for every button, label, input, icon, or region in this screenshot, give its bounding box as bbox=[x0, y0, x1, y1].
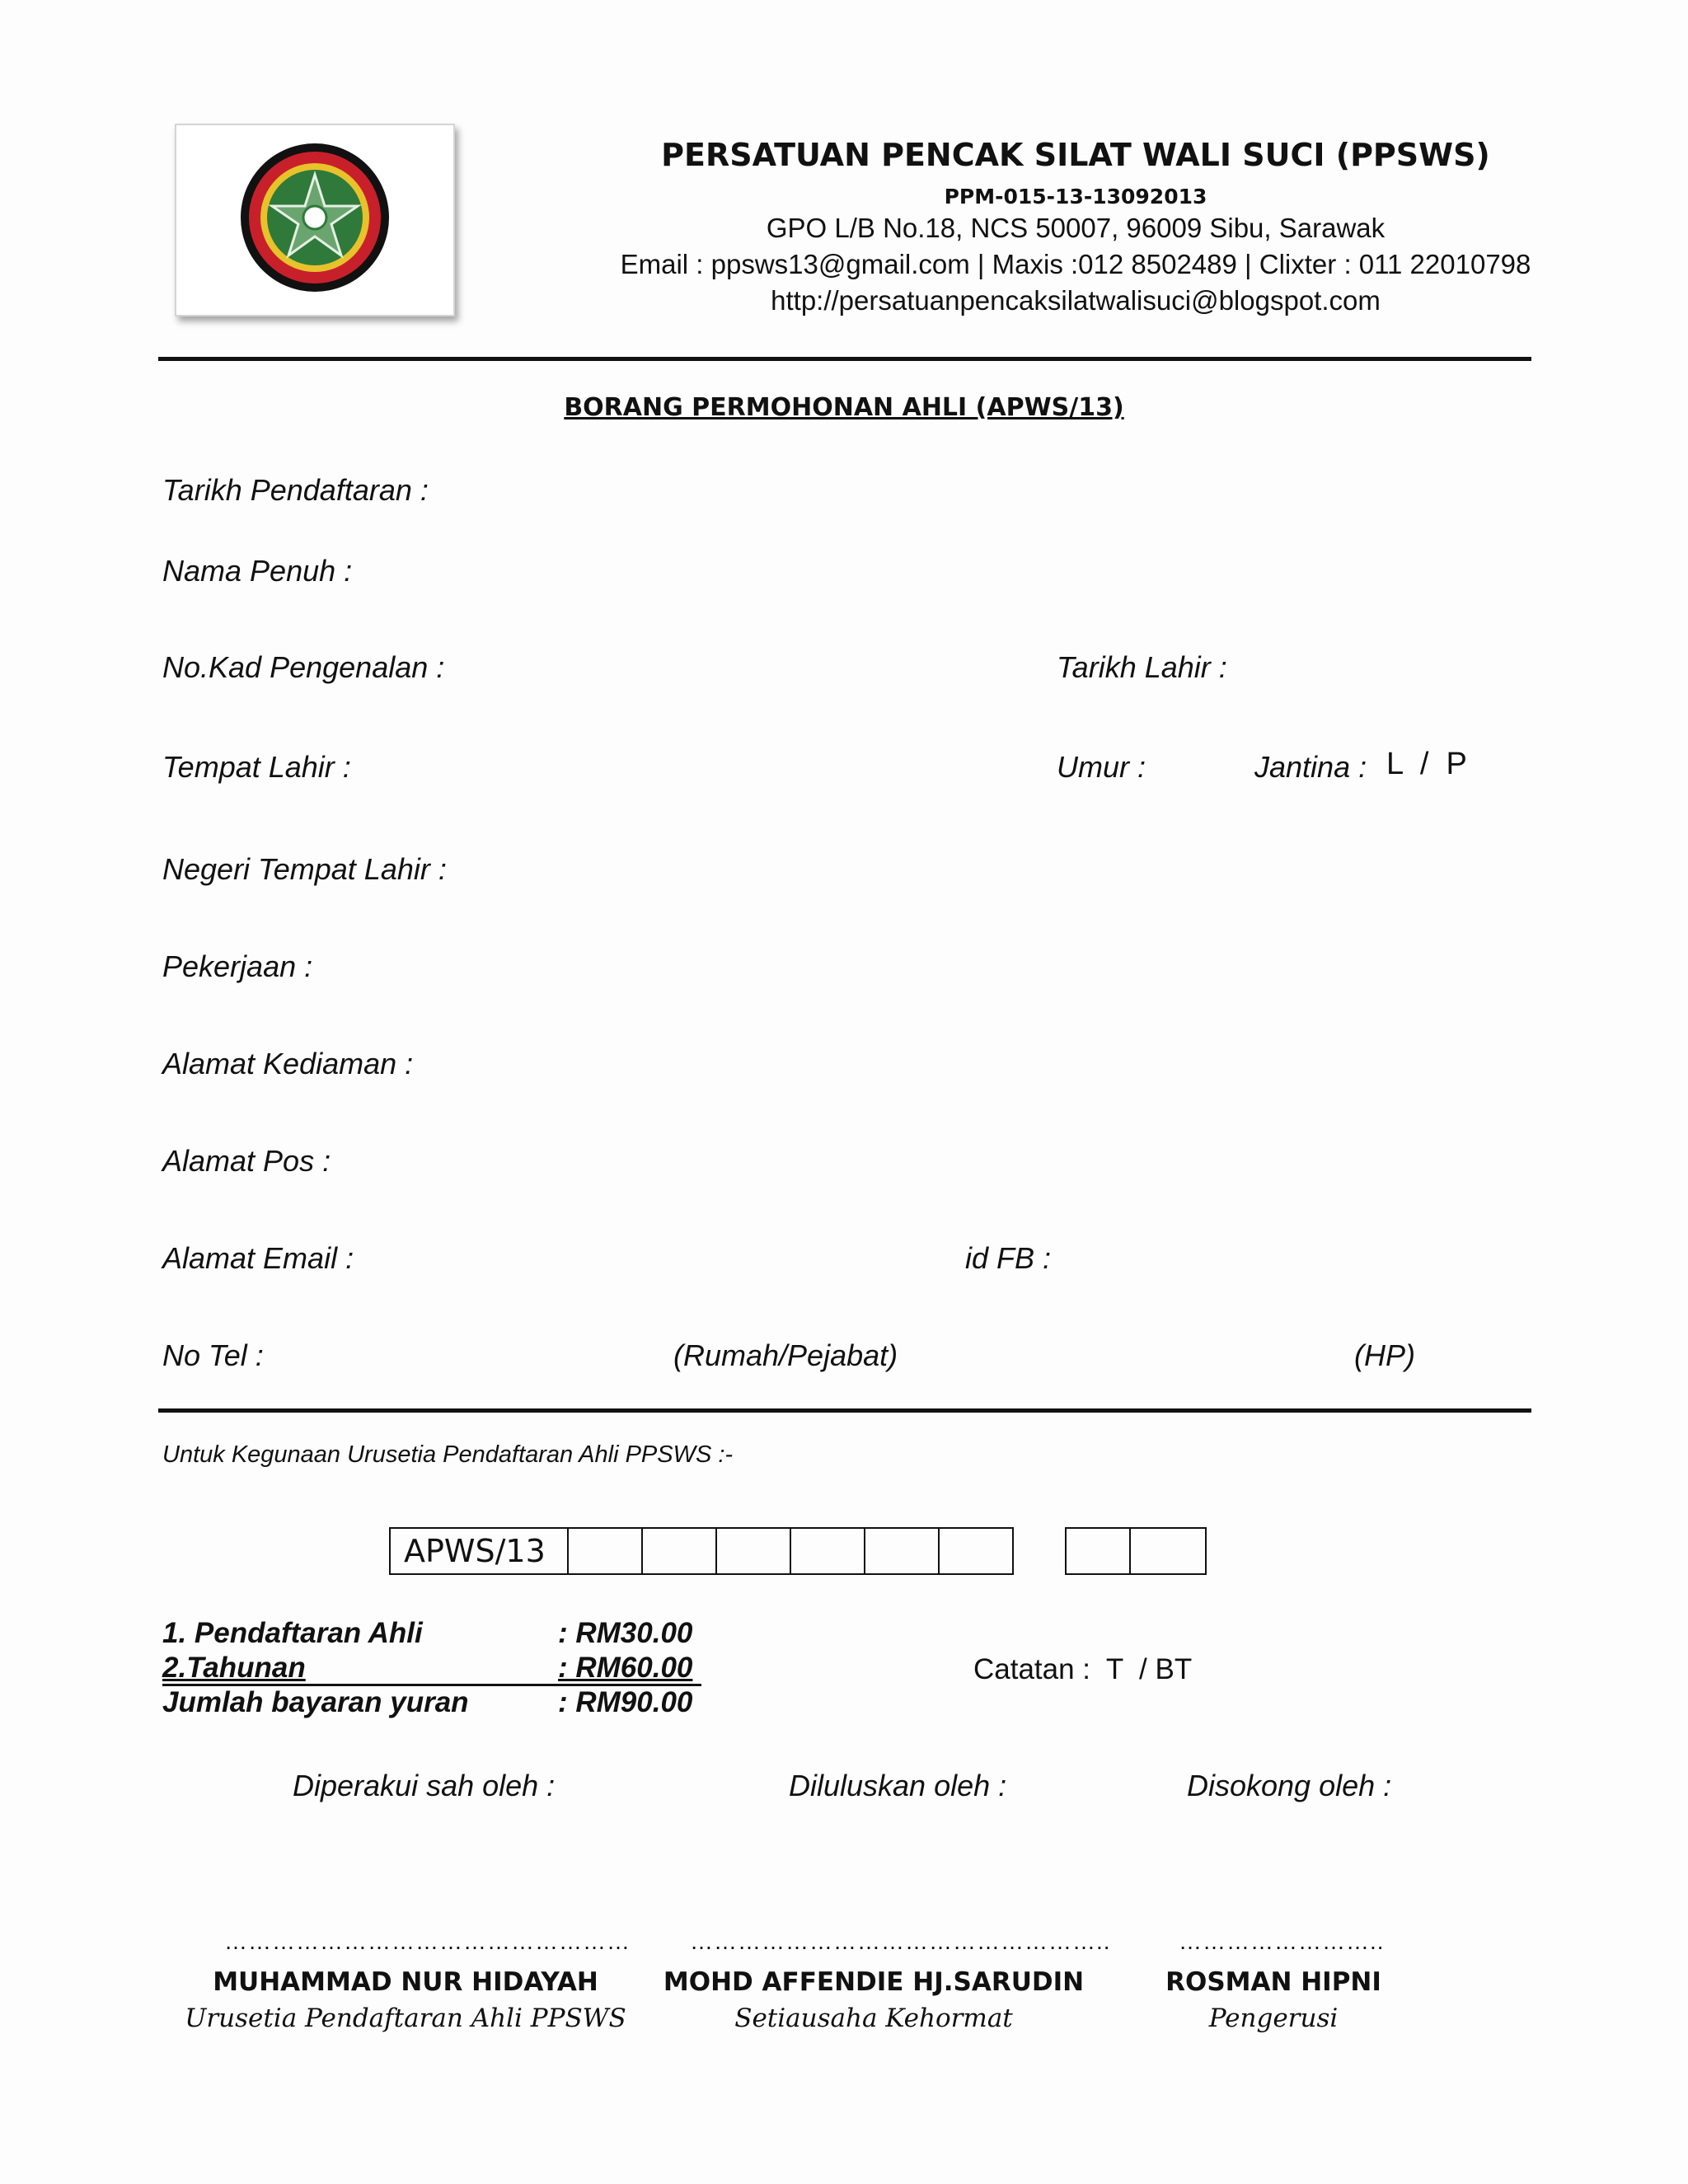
label-hp: (HP) bbox=[1354, 1338, 1415, 1372]
header-divider bbox=[158, 357, 1531, 361]
member-number-digit-box[interactable] bbox=[717, 1527, 791, 1575]
jantina-options: L / P bbox=[1386, 747, 1467, 781]
label-tarikh-pendaftaran: Tarikh Pendaftaran : bbox=[162, 473, 429, 507]
signatory-name: MOHD AFFENDIE HJ.SARUDIN bbox=[663, 1967, 1085, 1997]
label-disokong: Disokong oleh : bbox=[1187, 1769, 1392, 1802]
signatory-role: Setiausaha Kehormat bbox=[734, 2004, 1013, 2033]
member-number-digit-box[interactable] bbox=[569, 1527, 643, 1575]
label-umur: Umur : bbox=[1057, 750, 1146, 784]
label-pekerjaan: Pekerjaan : bbox=[162, 949, 313, 983]
member-number-digit-box[interactable] bbox=[940, 1527, 1014, 1575]
signatory-role: Urusetia Pendaftaran Ahli PPSWS bbox=[185, 2004, 626, 2033]
signatory-role: Pengerusi bbox=[1208, 2004, 1339, 2033]
signature-line: …………………….. bbox=[1179, 1929, 1385, 1954]
signatory-name: MUHAMMAD NUR HIDAYAH bbox=[213, 1967, 598, 1997]
label-alamat-pos: Alamat Pos : bbox=[162, 1144, 331, 1178]
member-number-digit-box[interactable] bbox=[865, 1527, 940, 1575]
label-rumah-pejabat: (Rumah/Pejabat) bbox=[673, 1338, 898, 1372]
fee-label-tahunan: 2.Tahunan bbox=[162, 1652, 306, 1684]
signatory-name: ROSMAN HIPNI bbox=[1165, 1967, 1381, 1997]
member-suffix-boxes[interactable] bbox=[1065, 1527, 1207, 1575]
office-use-note: Untuk Kegunaan Urusetia Pendaftaran Ahli PPSWS :- bbox=[162, 1441, 734, 1468]
signature-line: …………………………………………… bbox=[224, 1929, 631, 1954]
member-number-boxes[interactable] bbox=[389, 1527, 1014, 1575]
form-title: BORANG PERMOHONAN AHLI (APWS/13) bbox=[564, 393, 1124, 422]
catatan: Catatan : T / BT bbox=[973, 1653, 1193, 1685]
label-diperakui: Diperakui sah oleh : bbox=[293, 1769, 556, 1802]
label-no-kad-pengenalan: No.Kad Pengenalan : bbox=[162, 650, 445, 684]
org-name: PERSATUAN PENCAK SILAT WALI SUCI (PPSWS) bbox=[661, 137, 1490, 173]
member-number-digit-box[interactable] bbox=[791, 1527, 865, 1575]
org-contact: Email : ppsws13@gmail.com | Maxis :012 8502489 | Clixter : 011 22010798 bbox=[620, 249, 1531, 279]
label-diluluskan: Diluluskan oleh : bbox=[789, 1769, 1007, 1802]
fee-label-pendaftaran: 1. Pendaftaran Ahli bbox=[162, 1617, 423, 1649]
label-jantina: Jantina : bbox=[1254, 750, 1367, 784]
signature-line: …………………………………………….. bbox=[690, 1929, 1111, 1954]
fee-amount-pendaftaran: : RM30.00 bbox=[558, 1617, 693, 1649]
label-negeri-tempat-lahir: Negeri Tempat Lahir : bbox=[162, 852, 447, 886]
label-alamat-kediaman: Alamat Kediaman : bbox=[162, 1047, 414, 1080]
label-tarikh-lahir: Tarikh Lahir : bbox=[1057, 650, 1227, 684]
fee-label-jumlah: Jumlah bayaran yuran bbox=[162, 1686, 469, 1718]
label-nama-penuh: Nama Penuh : bbox=[162, 554, 353, 588]
label-id-fb: id FB : bbox=[965, 1241, 1052, 1275]
label-tempat-lahir: Tempat Lahir : bbox=[162, 750, 351, 784]
org-website: http://persatuanpencaksilatwalisuci@blogspot.com bbox=[771, 285, 1381, 316]
member-number-digit-box[interactable] bbox=[643, 1527, 717, 1575]
office-use-divider bbox=[158, 1408, 1531, 1413]
member-suffix-box[interactable] bbox=[1065, 1527, 1131, 1575]
ppsws-emblem-icon bbox=[176, 125, 453, 315]
registration-number: PPM-015-13-13092013 bbox=[944, 185, 1207, 209]
label-alamat-email: Alamat Email : bbox=[162, 1241, 354, 1275]
logo-frame bbox=[175, 124, 455, 316]
fee-amount-jumlah: : RM90.00 bbox=[558, 1686, 693, 1718]
org-address: GPO L/B No.18, NCS 50007, 96009 Sibu, Sarawak bbox=[766, 213, 1386, 243]
fee-amount-tahunan: : RM60.00 bbox=[558, 1652, 693, 1684]
member-number-prefix: APWS/13 bbox=[389, 1527, 569, 1575]
member-suffix-box[interactable] bbox=[1131, 1527, 1207, 1575]
label-no-tel: No Tel : bbox=[162, 1338, 264, 1372]
